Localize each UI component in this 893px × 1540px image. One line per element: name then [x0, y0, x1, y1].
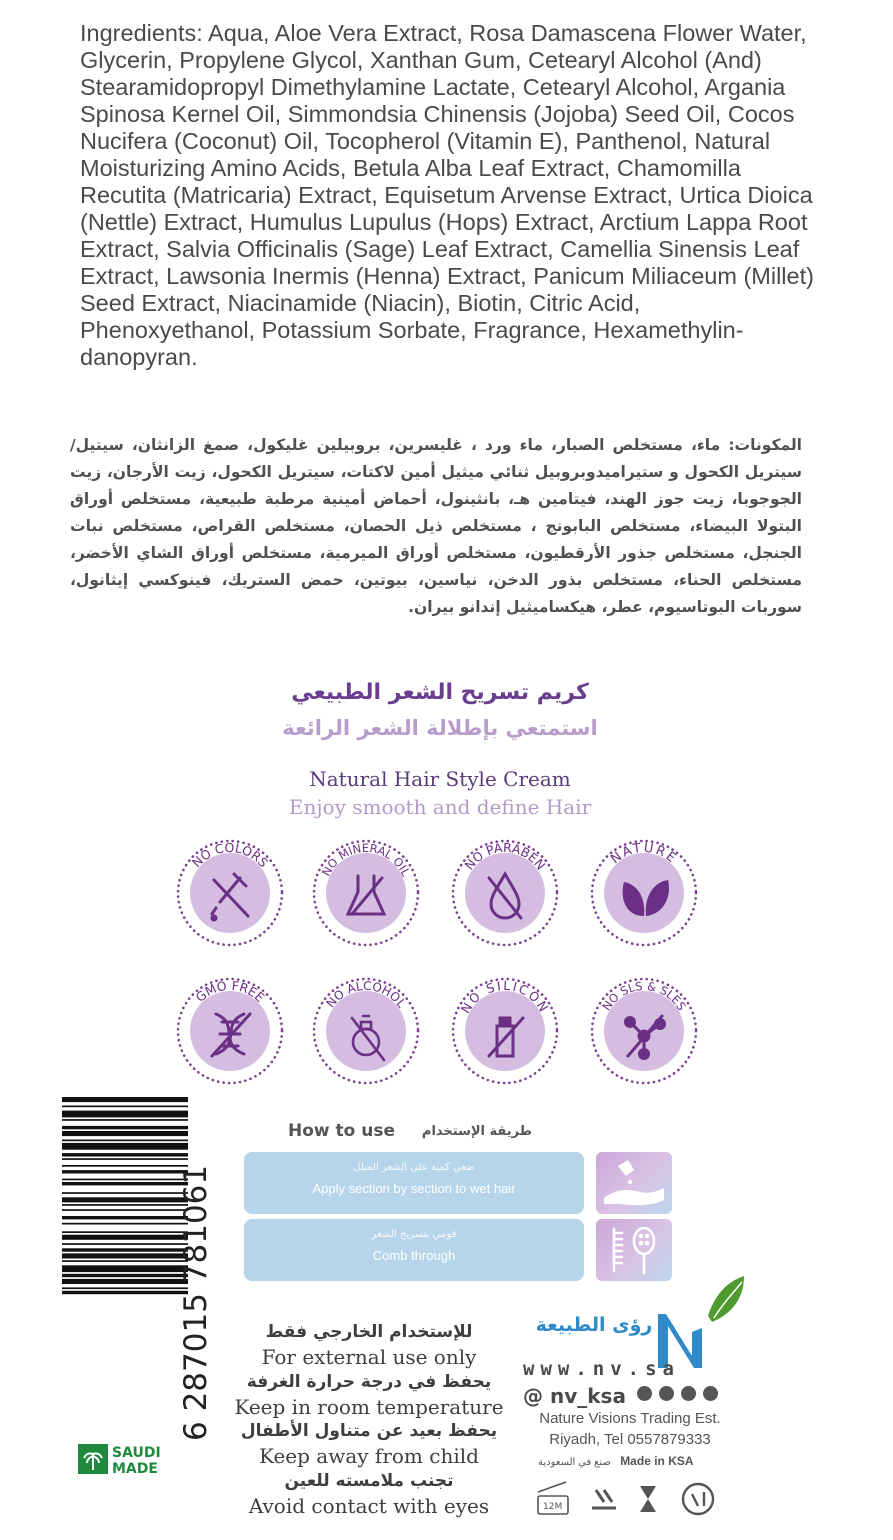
- social-handle[interactable]: @ nv_ksa: [523, 1384, 626, 1408]
- barcode-bar: [62, 1197, 188, 1202]
- how-to-use-arabic: طريقة الإستخدام: [421, 1124, 532, 1139]
- barcode-number: [172, 1095, 216, 1445]
- barcode-bar: [62, 1111, 188, 1118]
- barcode-bar: [62, 1182, 188, 1185]
- badge-nature: [584, 830, 704, 950]
- barcode-bar: [62, 1165, 188, 1167]
- barcode-bar: [62, 1274, 188, 1277]
- barcode-bar: [62, 1170, 188, 1173]
- barcode-bar: [62, 1153, 188, 1156]
- barcode-bar: [62, 1253, 188, 1258]
- badge-no-mineral-oil: [306, 830, 426, 950]
- badge-label: GMO FREE: [192, 977, 268, 1005]
- instagram-icon[interactable]: [659, 1386, 674, 1401]
- step-comb-english: Comb through: [372, 1248, 456, 1263]
- step-apply-arabic: ضعي كمية على الشعر المبلل: [353, 1162, 475, 1173]
- barcode-bar: [62, 1231, 188, 1233]
- how-to-use-heading: [288, 1121, 578, 1147]
- badge-no-alcohol: [306, 968, 426, 1088]
- barcode-bar: [62, 1140, 188, 1142]
- badge-no-sls-sles: [584, 968, 704, 1088]
- barcode-bar: [62, 1131, 188, 1136]
- ingredients-english: Ingredients: Aqua, Aloe Vera Extract, Rosa Damascena Flower Water, Glycerin, Propylene Glycol, Xanthan Gum, Cetearyl Alcohol (And) Stearamidopropyl Dimethylamine Lactate, Cetearyl Alcohol, Argania Spinosa Kernel Oil, Simmondsia Chinensis (Jojoba) Seed Oil, Cocos Nucifera (Coconut) Oil, Tocopherol (Vitamin E), Panthenol, Natural Moisturizing Amino Acids, Betula Alba Leaf Extract, Chamomilla Recutita (Matricaria) Extract, Equisetum Arvense Extract, Urtica Dioica (Nettle) Extract, Humulus Lupulus (Hops) Extract, Arctium Lappa Root Extract, Salvia Officinalis (Sage) Leaf Extract, Camellia Sinensis Leaf Extract, Lawsonia Inermis (Henna) Extract, Panicum Miliaceum (Millet) Seed Extract, Niacinamide (Niacin), Biotin, Citric Acid, Phenoxyethanol, Potassium Sorbate, Fragrance, Hexamethylin-danopyran.: [80, 20, 814, 370]
- barcode-bar: [62, 1235, 188, 1240]
- badge-label: NO MINERAL OIL: [318, 840, 414, 879]
- barcode: [62, 1097, 188, 1437]
- x-icon[interactable]: [681, 1386, 696, 1401]
- recycle-icon: [592, 1490, 616, 1508]
- barcode-bar: [62, 1243, 188, 1245]
- barcode-bar: [62, 1204, 188, 1206]
- saudi-made-logo: [78, 1442, 178, 1478]
- svg-text:MADE: MADE: [112, 1461, 158, 1477]
- snapchat-icon[interactable]: [637, 1386, 652, 1401]
- made-in-row: [532, 1454, 732, 1468]
- badge-label: NATURE: [608, 840, 680, 868]
- warning-children-english: Keep away from child: [259, 1444, 479, 1468]
- barcode-bar: [62, 1119, 188, 1121]
- svg-text:12M: 12M: [543, 1502, 563, 1512]
- barcode-bar: [62, 1158, 188, 1160]
- how-to-use-english: How to use: [288, 1121, 396, 1141]
- barcode-bar: [62, 1192, 188, 1194]
- barcode-bar: [62, 1106, 188, 1108]
- warning-eyes-english: Avoid contact with eyes: [248, 1494, 490, 1518]
- barcode-bar: [62, 1216, 188, 1219]
- tidyman-icon: [683, 1484, 713, 1514]
- hourglass-icon: [640, 1486, 656, 1512]
- badge-label: NO ALCOHOL: [323, 978, 409, 1011]
- warning-eyes-arabic: تجنب ملامسته للعين: [284, 1471, 454, 1491]
- barcode-bar: [62, 1209, 188, 1211]
- badge-no-paraben: [445, 830, 565, 950]
- barcode-bar: [62, 1097, 188, 1102]
- barcode-bar: [62, 1248, 188, 1251]
- badge-label: NO SLS & SLES: [599, 978, 689, 1014]
- barcode-bar: [62, 1143, 188, 1150]
- warning-children-arabic: يحفظ بعيد عن متناول الأطفال: [240, 1421, 498, 1441]
- badge-label: NO COLORS: [188, 839, 272, 871]
- barcode-bar: [62, 1291, 188, 1294]
- step-comb: [244, 1219, 584, 1281]
- pao-jar-icon: [538, 1482, 568, 1514]
- website-url[interactable]: www.nv.sa: [523, 1358, 680, 1380]
- barcode-bar: [62, 1126, 188, 1129]
- warning-room-temp-english: Keep in room temperature: [234, 1395, 504, 1419]
- barcode-bar: [62, 1223, 188, 1225]
- badge-gmo-free: [170, 968, 290, 1088]
- step-apply-english: Apply section by section to wet hair: [312, 1181, 516, 1196]
- company-name: Nature Visions Trading Est.: [539, 1410, 721, 1427]
- barcode-bar: [62, 1287, 188, 1289]
- warning-external-arabic: للإستخدام الخارجي فقط: [265, 1322, 473, 1342]
- product-title-english: Natural Hair Style Cream: [309, 767, 571, 791]
- product-tagline-arabic: استمتعي بإطلالة الشعر الرائعة: [282, 716, 598, 740]
- warning-room-temp-arabic: يحفظ في درجة حرارة الغرفة: [246, 1372, 492, 1392]
- product-tagline-english: Enjoy smooth and define Hair: [288, 795, 592, 819]
- facebook-icon[interactable]: [703, 1386, 718, 1401]
- barcode-bar: [62, 1179, 188, 1181]
- hand-cream-icon: [596, 1152, 672, 1214]
- svg-text:SAUDI: SAUDI: [112, 1445, 161, 1461]
- badge-no-colors: [170, 830, 290, 950]
- warning-external-english: For external use only: [261, 1345, 477, 1369]
- badge-label: NO SILICON: [457, 977, 553, 1016]
- step-comb-arabic: قومي بتسريح الشعر: [371, 1229, 457, 1240]
- made-in-english: Made in KSA: [620, 1454, 694, 1468]
- product-title-arabic: كريم تسريح الشعر الطبيعي: [291, 680, 589, 705]
- barcode-bar: [62, 1260, 188, 1262]
- packaging-symbols: [532, 1478, 722, 1520]
- barcode-bar: [62, 1265, 188, 1272]
- barcode-bar: [62, 1279, 188, 1284]
- made-in-arabic: صنع في السعودية: [538, 1457, 611, 1468]
- company-location: Riyadh, Tel 0557879333: [549, 1431, 711, 1448]
- svg-text:6 287015 781061: 6 287015 781061: [178, 1164, 214, 1441]
- brand-name-arabic: رؤى الطبيعة: [535, 1314, 653, 1336]
- social-handle-row: [523, 1384, 743, 1408]
- badge-label: NO PARABEN: [461, 839, 549, 873]
- step-apply: [244, 1152, 584, 1214]
- badge-no-silicon: [445, 968, 565, 1088]
- ingredients-arabic: المكونات: ماء، مستخلص الصبار، ماء ورد ، غليسرين، بروبيلين غليكول، صمغ الزانثان، سيتيل/سيتريل الكحول و ستيراميدوبروبيل ثنائي ميثيل أمين لاكتات، سيتريل الكحول، زيت الأرجان، زيت الجوجوبا، زيت جوز الهند، فيتامين هـ، بانثينول، أحماض أمينية مرطبة طبيعية، مستخلص أوراق البتولا البيضاء، مستخلص البابونج ، مستخلص ذيل الحصان، مستخلص القراص، مستخلص نبات الجنجل، مستخلص جذور الأرقطيون، مستخلص أوراق الميرمية، مستخلص أوراق الشاي الأخضر، مستخلص الحناء، مستخلص بذور الدخن، نياسين، بيوتين، حمض الستريك، فينوكسي إيثانول، سوربات البوتاسيوم، عطر، هيكساميثيل إندانو بيران.: [70, 436, 802, 616]
